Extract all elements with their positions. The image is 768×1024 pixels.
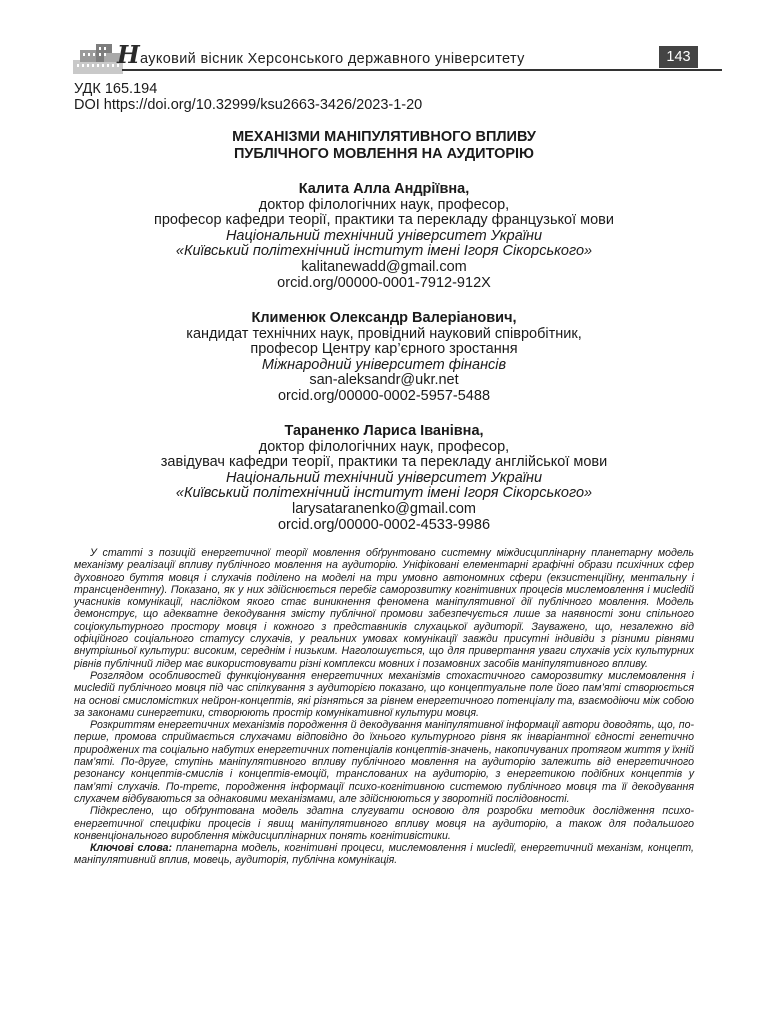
keywords-list: планетарна модель, когнітивні процеси, мислемовлення і мисledії, енергетичний механізм, концепт, маніпулятивний вплив, мовець, аудиторія, публічна комунікація. (74, 842, 694, 867)
header-rule (122, 69, 722, 71)
author-email[interactable]: san-aleksandr@ukr.net (309, 372, 459, 389)
author-organization: Міжнародний університет фінансів (261, 356, 507, 373)
abstract-paragraph-1: У статті з позицій енергетичної теорії мовлення обґрунтовано системну міждисциплінарну планетарну модель механізму реалізації впливу публічного мовлення на аудиторію. Уніфіковані елементарні графічні образи психічних сфер духовного буття мовця і слухачів поділено на моделі на три умовно автономних сфери (екзистенційну, ментальну і трансцендентну). Показано, як у них здійснюється перебіг саморозвитку когнітивних процесів мислемовлення і мисledій учасників комунікації, наслідком якого стає виникнення феномена маніпулятивної дії публічного мовлення. Модель демонструє, що адекватне декодування змісту публічної промови забезпечується лише за наявності зони спільного соціокультурного простору мовця і кожного з представників слухацької аудиторії. Зауважено, що, незалежно від офіційного соціального статусу слухачів, у реальних умовах комунікації завжди присутні індивіди з різними рівнями внутрішньої культури: високим, середнім і низьким. Наголошується, що для привертання уваги слухачів усіх культурних рівнів публічний лідер має використовувати різні комплекси мовних і позамовних засобів маніпулятивного впливу. (74, 547, 694, 670)
author-degree: доктор філологічних наук, професор, (258, 196, 510, 213)
author-orcid[interactable]: orcid.org/00000-0002-5957-5488 (277, 387, 491, 404)
abstract-paragraph-2: Розглядом особливостей функціонування енергетичних механізмів стохастичного саморозвитку мислемовлення і мисledій публічного мовця під час спілкування з аудиторією показано, що концептуальне поле його пам’яті створюється на основі смисломістких нейрон-концептів, які різняться за рівнем енергетичного потенціалу та, взаємодіючи між собою за законами синергетики, створюють простір комунікативної культури мовця. (74, 669, 694, 719)
author-organization: Національний технічний університет України (225, 227, 543, 244)
author-email[interactable]: larysataranenko@gmail.com (292, 500, 476, 517)
abstract-paragraph-4: Підкреслено, що обґрунтована модель здатна слугувати основою для розробки методик дослідження психо-енергетичної специфіки процесів і явищ маніпулятивного впливу мовця на аудиторію, а також для подальшого конвенціонального вироблення міждисциплінарних понять когнітивістики. (74, 805, 694, 842)
article-title-line-2: ПУБЛІЧНОГО МОВЛЕННЯ НА АУДИТОРІЮ (233, 146, 535, 162)
author-block-3 (74, 424, 694, 533)
article-title-line-1: МЕХАНІЗМИ МАНІПУЛЯТИВНОГО ВПЛИВУ (232, 129, 536, 145)
author-email[interactable]: kalitanewadd@gmail.com (301, 258, 467, 275)
journal-title (117, 40, 525, 69)
author-position: професор кафедри теорії, практики та перекладу французької мови (154, 212, 614, 229)
author-position: завідувач кафедри теорії, практики та перекладу англійської мови (160, 454, 608, 471)
doi-link[interactable]: DOI https://doi.org/10.32999/ksu2663-3426/2023-1-20 (74, 97, 423, 113)
keywords-label: Ключові слова: (90, 842, 173, 855)
author-organization: Національний технічний університет України (225, 469, 543, 486)
author-degree: кандидат технічних наук, провідний науковий співробітник, (186, 325, 582, 342)
author-block-2 (74, 311, 694, 405)
journal-header (70, 40, 696, 76)
udk-code: УДК 165.194 (74, 81, 158, 97)
author-name: Калита Алла Андріївна, (298, 181, 470, 197)
author-block-1 (74, 182, 694, 291)
author-name: Тараненко Лариса Іванівна, (284, 423, 484, 439)
abstract-paragraph-3: Розкриттям енергетичних механізмів породження й декодування маніпулятивної інформації автори доводять, що, по-перше, промова сприймається слухачами відповідно до їхнього культурного рівня як інваріантної єдності генетично природжених та соціально набутих енергетичних потенціалів концептів-значень, накопичуваних протягом життя у їхній пам’яті. По-друге, ступінь маніпулятивного впливу публічного мовлення на аудиторію залежить від енергетичного резонансу концептів-смислів і концептів-емоцій, транслованих на аудиторію, з енергетикою подібних концептів у пам’яті слухачів. По-третє, породження інформації психо-когнітивною системою публічного мовця та її декодування слухачем відбуваються за однаковими механізмами, але здійснюються у зворотній послідовності. (74, 719, 694, 805)
abstract (74, 547, 694, 867)
author-organization-name: «Київський політехнічний інститут імені Ігоря Сікорського» (175, 485, 593, 502)
journal-title-initial: Н (117, 40, 141, 69)
author-organization-name: «Київський політехнічний інститут імені Ігоря Сікорського» (175, 243, 593, 260)
author-orcid[interactable]: orcid.org/00000-0002-4533-9986 (277, 516, 491, 533)
page-number: 143 (659, 46, 698, 68)
keywords (74, 842, 694, 867)
author-degree: доктор філологічних наук, професор, (258, 438, 510, 455)
author-position: професор Центру кар’єрного зростання (250, 341, 518, 358)
author-orcid[interactable]: orcid.org/00000-0001-7912-912X (277, 274, 491, 291)
author-name: Клименюк Олександр Валеріанович, (251, 310, 517, 326)
journal-title-text: ауковий вісник Херсонського державного університету (140, 51, 525, 67)
